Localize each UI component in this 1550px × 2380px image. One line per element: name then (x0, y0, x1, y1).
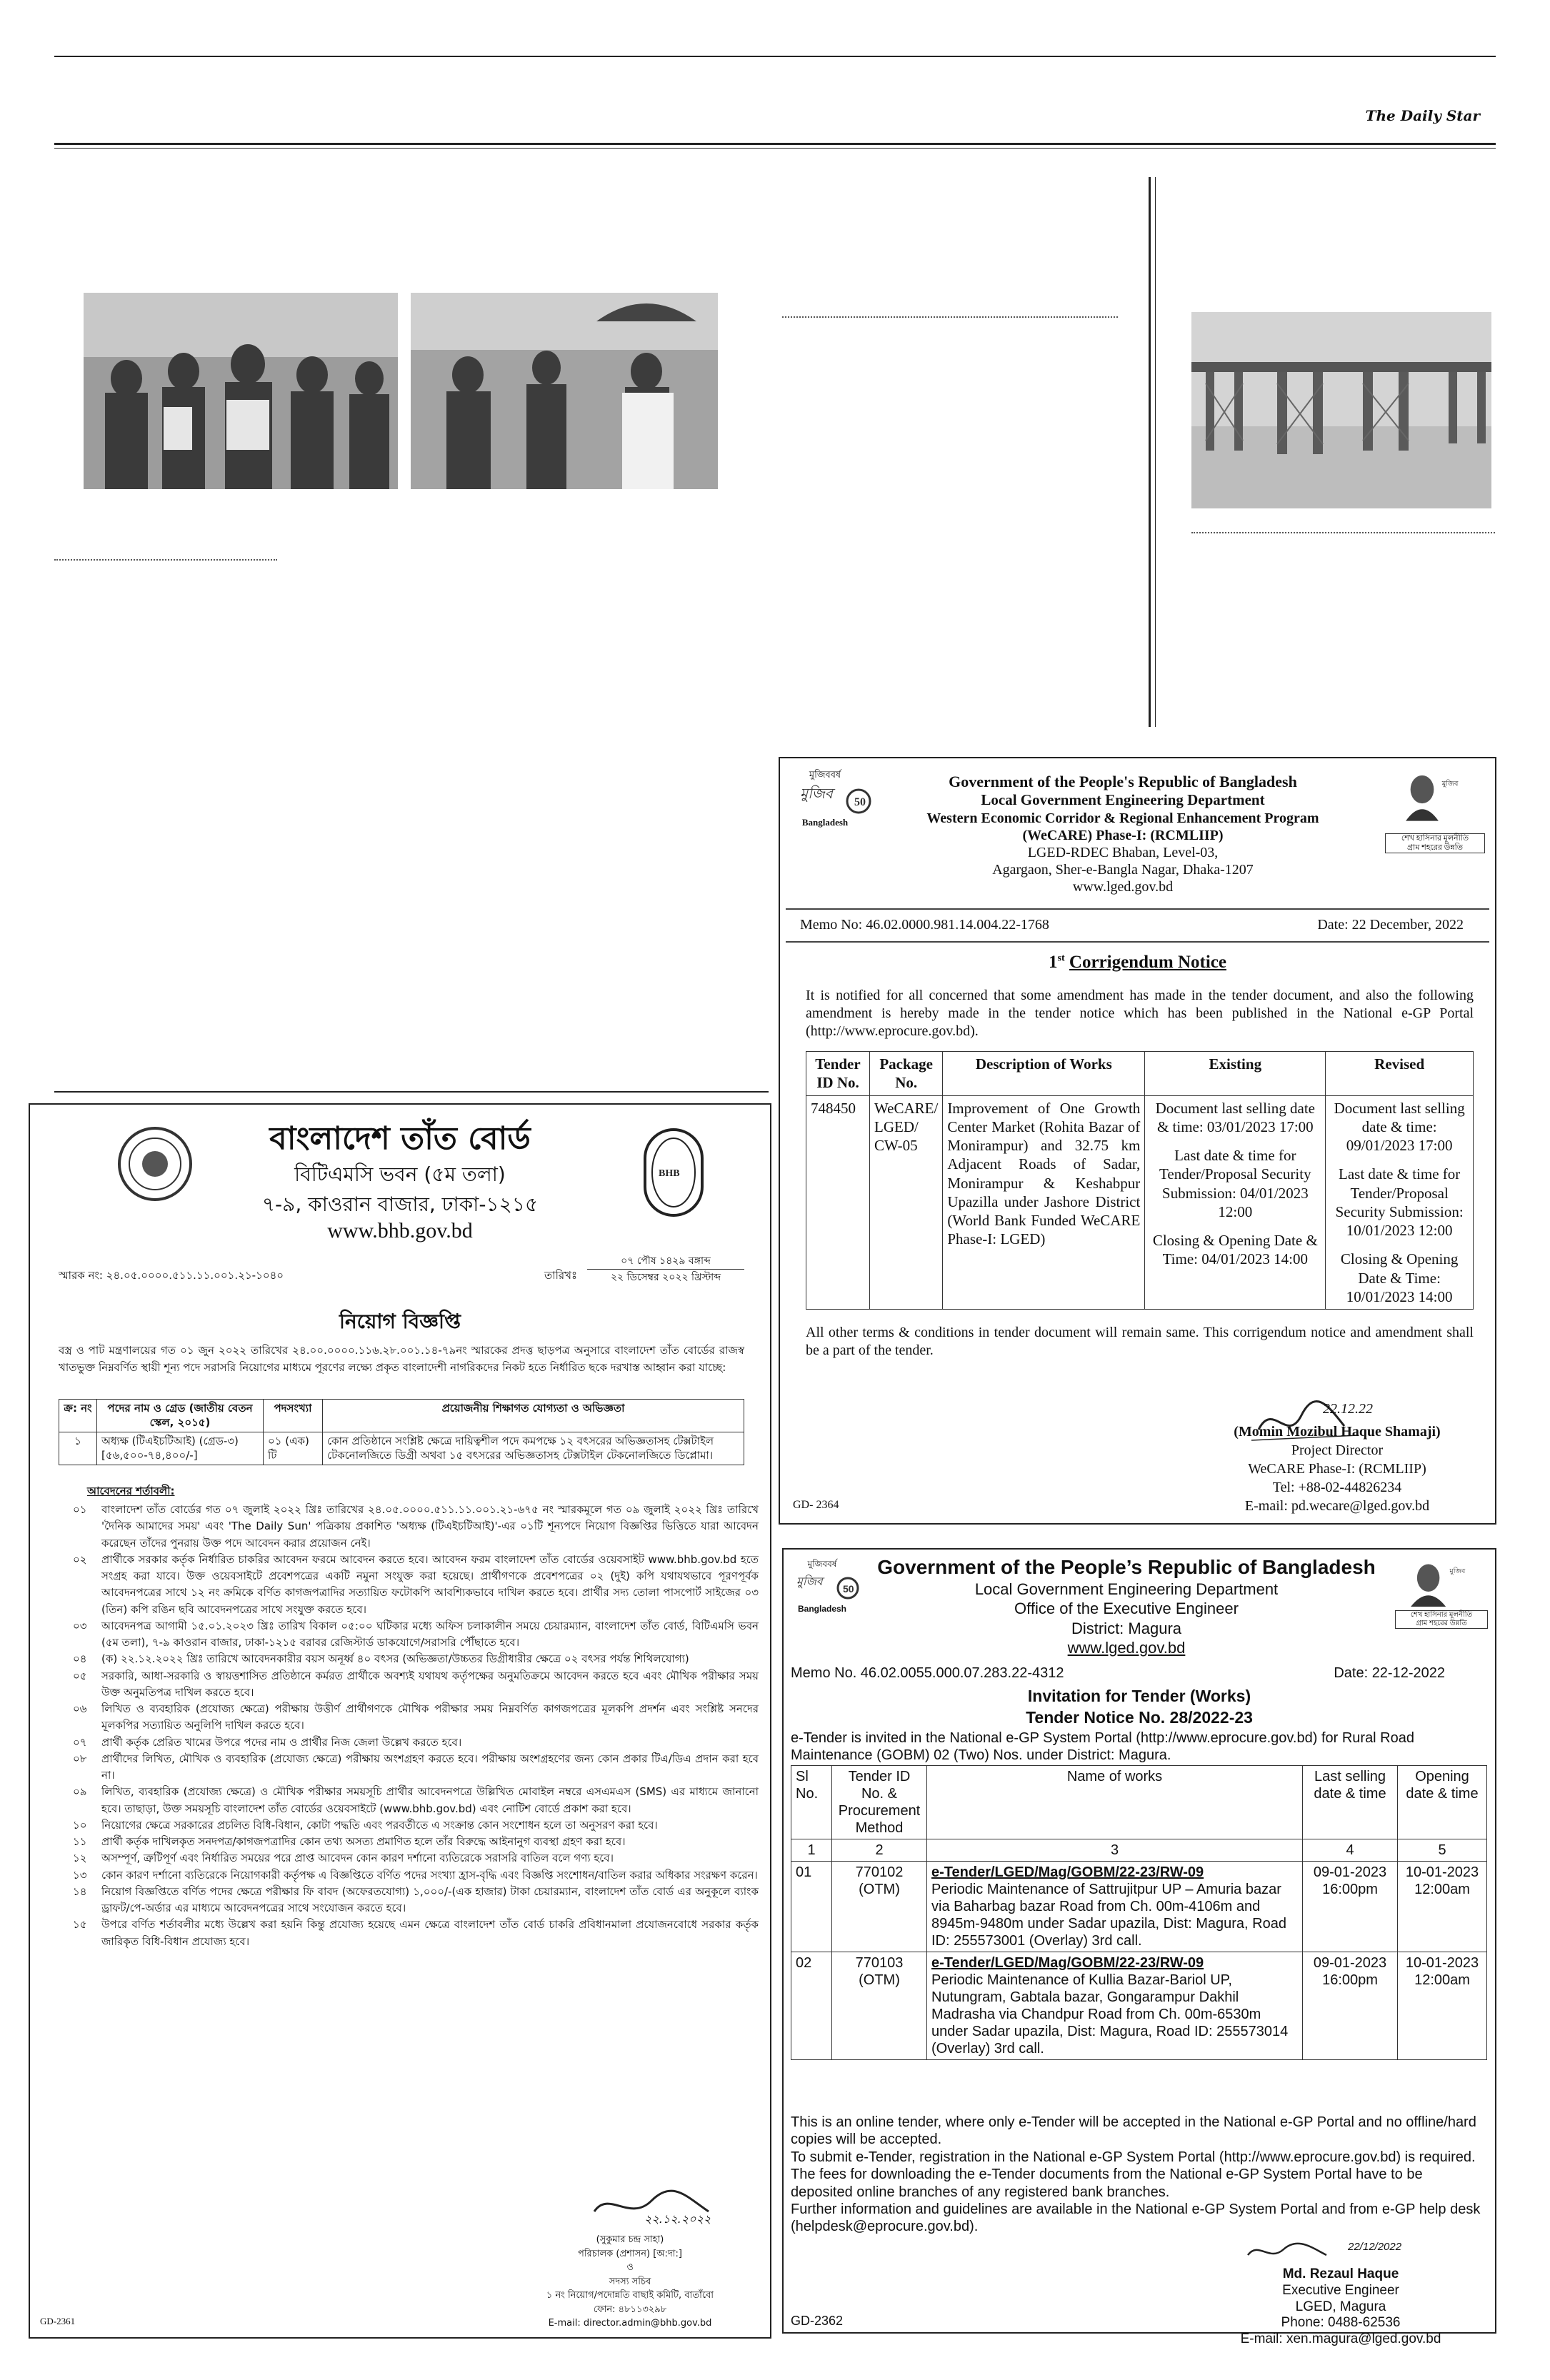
board-col-count: পদসংখ্যা (264, 1400, 323, 1432)
tender-signer-email: E-mail: xen.magura@lged.gov.bd (1240, 2331, 1441, 2347)
board-date-bn: ০৭ পৌষ ১৪২৯ বঙ্গাব্দ (587, 1253, 744, 1270)
tender-col-num-2: 2 (832, 1839, 927, 1862)
tender-notice-no: Tender Notice No. 28/2022-23 (1026, 1708, 1253, 1727)
board-signature-date: ২২.১২.২০২২ (644, 2212, 711, 2226)
corr-header-rule (786, 908, 1489, 910)
condition-text: অসম্পূর্ণ, ত্রুটিপূর্ণ এবং নির্ধারিত সময়ের পরে প্রাপ্ত আবেদন কোন কারণ দর্শানো ব্যতিরেকে সরাসরি বাতিল বলে গণ্য হবে। (101, 1852, 614, 1865)
corr-signer-title: Project Director (1291, 1442, 1384, 1458)
corr-signer-org: WeCARE Phase-I: (RCMLIIP) (1248, 1461, 1426, 1477)
tender-row2-opening: 10-01-2023 12:00am (1398, 1952, 1487, 2060)
condition-text: লিখিত, ব্যবহারিক (প্রযোজ্য ক্ষেত্রে) ও মৌখিক পরীক্ষার সময়সূচি প্রার্থীর আবেদনপত্রে উল্লিখিত মোবাইল নম্বরে এসএমএস (SMS) এর মাধ্যমে জানানো হবে। তাছাড়া, উক্ত সময়সূচি বাংলাদেশ তাঁত বোর্ডের ওয়েবসাইটে (www.bhb.gov.bd) এবং নোটিশ বোর্ডে প্রকাশ করা হবে। (101, 1785, 759, 1815)
condition-number: ০৫ (73, 1669, 87, 1682)
corr-col-description: Description of Works (943, 1052, 1145, 1096)
news-separator-1 (782, 316, 1118, 318)
condition-number: ০৭ (73, 1735, 87, 1749)
board-table-header (59, 1400, 744, 1432)
board-conditions (73, 1502, 759, 1950)
list-item (73, 1834, 759, 1850)
board-date (587, 1253, 744, 1286)
corr-title-suffix: st (1057, 953, 1065, 964)
tender-row1-work (927, 1862, 1303, 1952)
header-rule-1 (54, 143, 1496, 145)
tender-notice (782, 1548, 1496, 2347)
condition-number: ১৫ (73, 1918, 87, 1932)
board-row-sl: ১ (59, 1432, 97, 1465)
corr-header-line-1: Government of the People's Republic of Bangladesh (949, 773, 1297, 790)
tender-header-line-2: Local Government Engineering Department (974, 1580, 1279, 1598)
corr-header-line-7: www.lged.gov.bd (1072, 878, 1174, 895)
condition-text: নিয়োগ বিজ্ঞপ্তিতে বর্ণিত পদের ক্ষেত্রে পরীক্ষার ফি বাবদ (অফেরতযোগ্য) ১,০০০/-(এক হাজার) টাকা চেয়ারম্যান, বাংলাদেশ তাঁত বোর্ড এর অনুকূলে ব্যাংক ড্রাফট/পে-অর্ডার এর মাধ্যমে আবেদনপত্রের সাথে সংযোজন করতে হবে। (101, 1884, 759, 1914)
tender-gd-number: GD-2362 (791, 2314, 844, 2328)
list-item (73, 1817, 759, 1834)
list-item (73, 1502, 759, 1552)
condition-number: ১১ (73, 1835, 87, 1848)
condition-text: আবেদনপত্র আগামী ১৫.০১.২০২৩ খ্রিঃ তারিখ বিকাল ০৫:০০ ঘটিকার মধ্যে অফিস চলাকালীন সময়ে চেয়ারম্যান, বাংলাদেশ তাঁত বোর্ড, বিটিএমসি ভবন (৫ম তলা), ৭-৯ কাওরান বাজার, ঢাকা-১২১৫ বরাবর রেজিস্টার্ড ডাকযোগে/সরাসরি পৌঁছাতে হবে। (101, 1619, 759, 1649)
pm-caption-line-1: শেখ হাসিনার মূলনীতি (1401, 834, 1469, 843)
corr-existing-1: Document last selling date & time: 03/01/2023 17:00 (1155, 1099, 1315, 1135)
list-item (73, 1850, 759, 1867)
table-row (806, 1095, 1474, 1310)
board-signer-email: E-mail: director.admin@bhb.gov.bd (548, 2318, 712, 2329)
corr-header-line-2: Local Government Engineering Department (981, 791, 1265, 809)
corr-title-text: Corrigendum Notice (1069, 953, 1226, 972)
svg-text:50: 50 (854, 796, 866, 808)
tender-pm-caption-line-2: গ্রাম শহরের উন্নতি (1416, 1620, 1467, 1627)
svg-text:মুজিব: মুজিব (1449, 1567, 1466, 1575)
tender-row2-work (927, 1952, 1303, 2060)
tender-table (791, 1765, 1487, 2060)
condition-number: ০৬ (73, 1702, 87, 1715)
tender-row2-work-desc: Periodic Maintenance of Kullia Bazar-Bariol UP, Nutungram, Gabtala bazar, Gongarampur Dakhil Madrasha via Chandpur Road from Ch. 00m-6530m under Sadar upazila, Dist: Magura, Road ID: 255573014 (Overlay) 3rd call. (931, 1972, 1289, 2057)
condition-number: ১২ (73, 1852, 87, 1865)
board-signer-name: (সুকুমার চন্দ্র সাহা) (596, 2234, 664, 2245)
news-photo-bridge (1191, 312, 1491, 508)
corr-revised-2: Last date & time for Tender/Proposal Security Submission: 10/01/2023 12:00 (1335, 1165, 1464, 1239)
condition-number: ১৩ (73, 1868, 87, 1882)
board-signer-role: সদস্য সচিব (609, 2276, 651, 2287)
tender-logo-icon (796, 1570, 861, 1605)
logo-text-top: মুজিববর্ষ (809, 769, 841, 780)
board-col-post: পদের নাম ও গ্রেড (জাতীয় বেতন স্কেল, ২০১৫) (97, 1400, 264, 1432)
tender-col-num-5: 5 (1398, 1839, 1487, 1862)
corr-intro: It is notified for all concerned that some amendment has made in the tender document, and also the following amendment is hereby made in the tender notice which has been published in the National e-GP Portal (http://www.eprocure.gov.bd). (806, 988, 1474, 1039)
board-notice-title: নিয়োগ বিজ্ঞপ্তি (339, 1310, 461, 1333)
corr-existing (1145, 1095, 1326, 1310)
tender-row2-id-no: 770103 (855, 1955, 904, 1971)
corr-table (806, 1051, 1474, 1310)
tender-note-3: The fees for downloading the e-Tender documents from the National e-GP System Portal have to be deposited online branches of any registered bank branches. (791, 2166, 1423, 2200)
corr-memo-rule (786, 941, 1489, 943)
tender-title: Invitation for Tender (Works) (1027, 1687, 1251, 1705)
corrigendum-notice (779, 757, 1496, 1525)
board-building: বিটিএমসি ভবন (৫ম তলা) (294, 1163, 506, 1186)
svg-text:BHB: BHB (659, 1168, 680, 1179)
board-intro: বস্ত্র ও পাট মন্ত্রণালয়ের গত ০১ জুন ২০২২ তারিখের ২৪.০০.০০০০.১১৬.২৮.০০১.১৪-৭৯নং স্মারকের প্রদত্ত ছাড়পত্র অনুসারে বাংলাদেশ তাঁত বোর্ডের রাজস্ব খাতভুক্ত নিম্নবর্ণিত স্থায়ী শূন্য পদে সরাসরি নিয়োগের মাধ্যমে পূরণের লক্ষ্যে প্রকৃত বাংলাদেশী নাগরিকদের নিকট হতে নির্ধারিত ছকে দরখাস্ত আহ্বান করা যাচ্ছে: (59, 1344, 744, 1374)
corr-date: Date: 22 December, 2022 (1317, 917, 1464, 933)
tender-header-line-5: www.lged.gov.bd (1067, 1639, 1186, 1657)
corr-gd-number: GD- 2364 (793, 1499, 839, 1511)
tender-date: Date: 22-12-2022 (1334, 1665, 1445, 1681)
tender-header-line-4: District: Magura (1071, 1619, 1182, 1637)
condition-text: প্রার্থী কর্তৃক দাখিলকৃত সনদপত্র/কাগজপত্রাদির কোন তথ্য অসত্য প্রমাণিত হলে তাঁর বিরুদ্ধে আইনানুগ ব্যবস্থা গ্রহণ করা হবে। (101, 1835, 626, 1848)
tender-header (876, 1555, 1376, 1658)
tender-row1-work-desc: Periodic Maintenance of Sattrujitpur UP – Amuria bazar via Baharbag bazar Road from Ch. 00m-4106m and 8945m-9480m under Sadar upazila, Dist: Magura, Road ID: 255573001 (Overlay) 3rd call. (931, 1882, 1286, 1949)
tender-row1-method: (OTM) (859, 1882, 900, 1897)
board-title: বাংলাদেশ তাঁত বোর্ড (269, 1120, 531, 1157)
corr-col-revised: Revised (1326, 1052, 1474, 1096)
tender-header-line-3: Office of the Executive Engineer (1014, 1600, 1239, 1618)
corr-col-tender-id: Tender ID No. (806, 1052, 870, 1096)
list-item (73, 1552, 759, 1618)
corr-header-line-6: Agargaon, Sher-e-Bangla Nagar, Dhaka-1207 (992, 861, 1254, 878)
tender-header-line-1: Government of the People’s Republic of Bangladesh (877, 1556, 1376, 1578)
svg-text:50: 50 (843, 1583, 854, 1595)
tender-signer-title: Executive Engineer (1282, 2282, 1399, 2298)
corr-signer-tel: Tel: +88-02-44826234 (1272, 1480, 1402, 1495)
board-signer-title: পরিচালক (প্রশাসন) [অ:দা:] (578, 2248, 682, 2259)
corr-memo: Memo No: 46.02.0000.981.14.004.22-1768 (800, 917, 1049, 933)
board-col-qualification: প্রয়োজনীয় শিক্ষাগত যোগ্যতা ও অভিজ্ঞতা (323, 1400, 744, 1432)
condition-text: লিখিত ও ব্যবহারিক (প্রযোজ্য ক্ষেত্রে) পরীক্ষায় উত্তীর্ণ প্রার্থীগণকে মৌখিক পরীক্ষার সময় নিম্নবর্ণিত কাগজপত্রের মূলকপি প্রদর্শন এবং সংশ্লিষ্ট সনদের মূলকপির সত্যায়িত অনুলিপি দাখিল করতে হবে। (101, 1702, 759, 1732)
condition-number: ০১ (73, 1503, 87, 1516)
tender-row2-work-title: e-Tender/LGED/Mag/GOBM/22-23/RW-09 (931, 1955, 1204, 1971)
corr-col-existing: Existing (1145, 1052, 1326, 1096)
tender-col-num-4: 4 (1303, 1839, 1398, 1862)
board-row-qualification: কোন প্রতিষ্ঠানে সংশ্লিষ্ট ক্ষেত্রে দায়িত্বশীল পদে কমপক্ষে ১২ বৎসরের অভিজ্ঞতাসহ টেক্সটাইল টেকনোলজিতে ডিগ্রী অথবা ১৫ বৎসরের অভিজ্ঞতাসহ টেক্সটাইল টেকনোলজিতে ডিপ্লোমা। (323, 1432, 744, 1465)
board-col-sl: ক্র: নং (59, 1400, 97, 1432)
condition-text: উপরে বর্ণিত শর্তাবলীর মধ্যে উল্লেখ করা হয়নি কিন্তু প্রযোজ্য হয়েছে এমন ক্ষেত্রে বাংলাদেশ তাঁত বোর্ড চাকরি প্রবিধানমালা প্রযোজনবোধে সরকার কর্তৃক জারিকৃত বিধি-বিধান প্রযোজ্য হবে। (101, 1918, 759, 1948)
column-rule-1 (1149, 177, 1151, 727)
condition-number: ০২ (73, 1552, 87, 1566)
board-row-post: অধ্যক্ষ (টিএইচটিআই) (গ্রেড-৩) [৫৬,৫০০-৭৪,৪০০/-] (97, 1432, 264, 1465)
tender-col-num-1: 1 (791, 1839, 832, 1862)
svg-text:মুজিব: মুজিব (1441, 780, 1459, 788)
svg-text:মুজিব: মুজিব (800, 785, 833, 802)
pm-caption (1385, 833, 1485, 853)
news-separator-3 (1191, 532, 1495, 533)
corr-header-line-3: Western Economic Corridor & Regional Enhancement Program (926, 810, 1319, 826)
corr-revised-1: Document last selling date & time: 09/01/2023 17:00 (1334, 1099, 1465, 1154)
tender-notes (791, 2114, 1487, 2236)
logo-text-bottom: Bangladesh (801, 817, 849, 828)
tender-row1-selling: 09-01-2023 16:00pm (1303, 1862, 1398, 1952)
pm-photo (1385, 768, 1485, 853)
corr-header-line-5: LGED-RDEC Bhaban, Level-03, (1027, 844, 1219, 860)
tender-signer-name: Md. Rezaul Haque (1282, 2266, 1399, 2281)
corr-signer (1194, 1422, 1480, 1515)
tender-table-header (791, 1766, 1487, 1839)
ad-column-rule (54, 1091, 769, 1093)
condition-number: ০৪ (73, 1652, 87, 1666)
news-separator-2 (54, 559, 277, 561)
tender-note-2: To submit e-Tender, registration in the National e-GP System Portal (http://www.eprocure.gov.bd) is required. (791, 2149, 1476, 2165)
board-row-count: ০১ (এক) টি (264, 1432, 323, 1465)
list-item (73, 1867, 759, 1884)
board-signer-phone: ফোন: ৪৮১১৩২৯৮ (593, 2304, 667, 2315)
corr-description: Improvement of One Growth Center Market (Rohita Bazar of Monirampur) and 32.75 km Adjacent Roads of Sadar, Monirampur & Keshabpur Upazilla under Jashore District (World Bank Funded WeCARE Phase-I: LGED) (943, 1095, 1145, 1310)
list-item (73, 1734, 759, 1751)
condition-text: প্রার্থীদের লিখিত, মৌখিক ও ব্যবহারিক (প্রযোজ্য ক্ষেত্রে) পরীক্ষায় অংশগ্রহণ করতে হবে। পরীক্ষায় অংশগ্রহণের জন্য কোন প্রকার টিএ/ডিএ প্রদান করা হবে না। (101, 1752, 759, 1782)
tender-row2-selling: 09-01-2023 16:00pm (1303, 1952, 1398, 2060)
tender-intro: e-Tender is invited in the National e-GP System Portal (http://www.eprocure.gov.bd) for Rural Road Maintenance (GOBM) 02 (Two) Nos. under District: Magura. (791, 1730, 1414, 1764)
condition-text: (ক) ২২.১২.২০২২ খ্রিঃ তারিখে আবেদনকারীর বয়স অনূর্ধ্ব ৪০ বৎসর (অভিজ্ঞতা/উচ্চতর ডিগ্রীধারীর ক্ষেত্রে ০২ বৎসর পর্যন্ত শিথিলযোগ্য) (101, 1652, 689, 1666)
tender-note-1: This is an online tender, where only e-Tender will be accepted in the National e-GP Portal and no offline/hard copies will be accepted. (791, 2114, 1476, 2148)
corr-revised (1326, 1095, 1474, 1310)
list-item (73, 1917, 759, 1950)
board-conditions-title: আবেদনের শর্তাবলী: (87, 1485, 175, 1497)
board-date-label: তারিখঃ (544, 1269, 577, 1282)
svg-text:মুজিব: মুজিব (796, 1576, 823, 1588)
tender-col-works: Name of works (927, 1766, 1303, 1839)
list-item (73, 1784, 759, 1817)
list-item (73, 1751, 759, 1784)
condition-text: কোন কারণ দর্শানো ব্যতিরেকে নিয়োগকারী কর্তৃপক্ষ এ বিজ্ঞপ্তিতে বর্ণিত পদের সংখ্যা হ্রাস-বৃদ্ধি এবং বিজ্ঞপ্তি সংশোধন/বাতিল করার অধিকার সংরক্ষণ করেন। (101, 1868, 758, 1882)
board-address: ৭-৯, কাওরান বাজার, ঢাকা-১২১৫ (261, 1192, 539, 1216)
masthead: The Daily Star (1365, 107, 1480, 124)
tender-row1-opening: 10-01-2023 12:00am (1398, 1862, 1487, 1952)
table-row (791, 1952, 1487, 2060)
tender-signer (1198, 2266, 1484, 2348)
corr-package: WeCARE/ LGED/ CW-05 (870, 1095, 943, 1310)
table-row (59, 1432, 744, 1465)
corr-header (887, 773, 1359, 895)
tender-row1-id-no: 770102 (855, 1864, 904, 1880)
board-table (59, 1399, 744, 1465)
condition-number: ১০ (73, 1818, 87, 1832)
condition-text: নিয়োগের ক্ষেত্রে সরকারের প্রচলিত বিধি-বিধান, কোটা পদ্ধতি এবং পরবর্তীতে এ সংক্রান্ত কোন সংশোধন হলে তা অনুসরণ করা হবে। (101, 1818, 658, 1832)
corr-table-header (806, 1052, 1474, 1096)
pm-caption-line-2: গ্রাম শহরের উন্নতি (1406, 843, 1464, 853)
corr-existing-2: Last date & time for Tender/Proposal Security Submission: 04/01/2023 12:00 (1159, 1147, 1311, 1220)
tender-row2-id (832, 1952, 927, 2060)
corr-existing-3: Closing & Opening Date & Time: 04/01/2023 14:00 (1152, 1232, 1318, 1268)
top-rule (54, 56, 1496, 57)
tender-signer-phone: Phone: 0488-62536 (1281, 2315, 1401, 2331)
news-photo-2 (411, 293, 718, 489)
tender-logo-text-bottom: Bangladesh (797, 1604, 846, 1614)
tender-signature-date: 22/12/2022 (1348, 2241, 1402, 2253)
tender-row2-sl: 02 (791, 1952, 832, 2060)
tender-col-id: Tender ID No. & Procurement Method (832, 1766, 927, 1839)
corr-signer-email: E-mail: pd.wecare@lged.gov.bd (1244, 1498, 1430, 1514)
condition-number: ০৮ (73, 1752, 87, 1765)
corr-revised-3: Closing & Opening Date & Time: 10/01/2023 14:00 (1340, 1250, 1459, 1305)
corr-signer-name: (Momin Mozibul Haque Shamaji) (1234, 1424, 1441, 1440)
corr-signature-date: 22.12.22 (1323, 1401, 1373, 1417)
condition-text: প্রার্থী কর্তৃক প্রেরিত খামের উপরে পদের নাম ও প্রার্থীর নিজ জেলা উল্লেখ করতে হবে। (101, 1735, 462, 1749)
logo-emblem-icon (800, 781, 871, 817)
corr-col-package: Package No. (870, 1052, 943, 1096)
board-website: www.bhb.gov.bd (327, 1219, 473, 1242)
tender-signer-office: LGED, Magura (1295, 2299, 1386, 2314)
tender-pm-photo (1395, 1557, 1488, 1628)
tender-col-sl: Sl No. (791, 1766, 832, 1839)
news-photo-1 (84, 293, 398, 489)
tender-pm-caption-line-1: শেখ হাসিনার মূলনীতি (1410, 1611, 1473, 1619)
tender-col-num-3: 3 (927, 1839, 1303, 1862)
board-memo: স্মারক নং: ২৪.০৫.০০০০.৫১১.১১.০০১.২১-১০৪০ (59, 1269, 284, 1282)
condition-text: বাংলাদেশ তাঁত বোর্ডের গত ০৭ জুলাই ২০২২ খ্রিঃ তারিখের ২৪.০৫.০০০০.৫১১.১১.০০১.২১-৬৭৫ নং স্মারকমূলে গত ০৯ জুলাই ২০২২ খ্রিঃ তারিখে 'দৈনিক আমাদের সময়' এবং 'The Daily Sun' পত্রিকায় প্রকাশিত 'অধ্যক্ষ (টিএইচটিআই)'-এর ০১টি শূন্যপদে নিয়োগ বিজ্ঞপ্তির ভিত্তিতে যারা আবেদন করেছেন তাঁদের পুনরায় উক্ত পদে আবেদন করার প্রয়োজন নেই। (101, 1503, 759, 1550)
board-signer-and: ও (626, 2262, 634, 2273)
corr-tender-id: 748450 (806, 1095, 870, 1310)
tender-note-4: Further information and guidelines are available in the National e-GP System Portal and from e-GP help desk (helpdesk@eprocure.gov.bd). (791, 2201, 1481, 2235)
board-signer-committee: ১ নং নিয়োগ/পদোন্নতি বাছাই কমিটি, বাতাঁবো (546, 2290, 714, 2301)
condition-number: ০৯ (73, 1785, 87, 1799)
corr-title-number: 1 (1049, 953, 1058, 972)
header-rule-2 (54, 148, 1496, 149)
tender-row2-method: (OTM) (859, 1972, 900, 1988)
tender-row1-work-title: e-Tender/LGED/Mag/GOBM/22-23/RW-09 (931, 1864, 1204, 1880)
table-row (791, 1862, 1487, 1952)
board-gd-number: GD-2361 (40, 2316, 76, 2326)
condition-text: সরকারি, আধা-সরকারি ও স্বায়ত্তশাসিত প্রতিষ্ঠানে কর্মরত প্রার্থীকে অবশ্যই যথাযথ কর্তৃপক্ষের অনুমতিক্রমে আবেদন করতে হবে এবং মৌখিক পরীক্ষার সময় উক্ত অনুমতিপত্র দাখিল করতে হবে। (101, 1669, 759, 1699)
condition-number: ০৩ (73, 1619, 87, 1632)
tender-logo-text-top: মুজিববর্ষ (807, 1559, 837, 1569)
list-item (73, 1651, 759, 1667)
list-item (73, 1701, 759, 1734)
tender-row1-id (832, 1862, 927, 1952)
board-date-en: ২২ ডিসেম্বর ২০২২ খ্রিস্টাব্দ (610, 1272, 721, 1284)
handloom-notice (29, 1103, 771, 2339)
tender-pm-caption (1395, 1610, 1488, 1629)
tender-row1-sl: 01 (791, 1862, 832, 1952)
tender-col-selling: Last selling date & time (1303, 1766, 1398, 1839)
column-rule-2 (1155, 177, 1156, 727)
list-item (73, 1668, 759, 1702)
board-signer (494, 2233, 766, 2331)
condition-text: প্রার্থীকে সরকার কর্তৃক নির্ধারিত চাকরির আবেদন ফরমে আবেদন করতে হবে। আবেদন ফরম বাংলাদেশ তাঁত বোর্ডের ওয়েবসাইট www.bhb.gov.bd হতে সংগ্রহ করা যাবে। উক্ত ওয়েবসাইটে প্রবেশপত্রের একটি নমুনা সংযুক্ত করা হয়েছে। প্রার্থীগণকে প্রবেশপত্রের ০২ (দুই) কপি যথাযথভাবে পূরণপূর্বক আবেদনপত্রের সাথে ১২ নং ক্রমিকে বর্ণিত কাগজপত্রাদির সত্যায়িত ফটোকপি আবশ্যিকভাবে দাখিল করতে হবে। প্রার্থীর সদ্য তোলা পাসপোর্ট সাইজের ০৩ (তিন) কপি রঙিন ছবি আবেদনপত্রের সাথে সংযুক্ত করতে হবে। (101, 1552, 759, 1616)
tender-memo: Memo No. 46.02.0055.000.07.283.22-4312 (791, 1665, 1064, 1681)
corr-title (780, 953, 1495, 973)
tender-col-opening: Opening date & time (1398, 1766, 1487, 1839)
tender-signature (1241, 2234, 1362, 2269)
corr-header-line-4: (WeCARE) Phase-I: (RCMLIIP) (1022, 827, 1224, 843)
list-item (73, 1618, 759, 1652)
condition-number: ১৪ (73, 1884, 87, 1898)
corr-footer-text: All other terms & conditions in tender document will remain same. This corrigendum notice and amendment shall be a part of the tender. (806, 1325, 1474, 1358)
tender-col-number-row (791, 1839, 1487, 1862)
list-item (73, 1884, 759, 1917)
